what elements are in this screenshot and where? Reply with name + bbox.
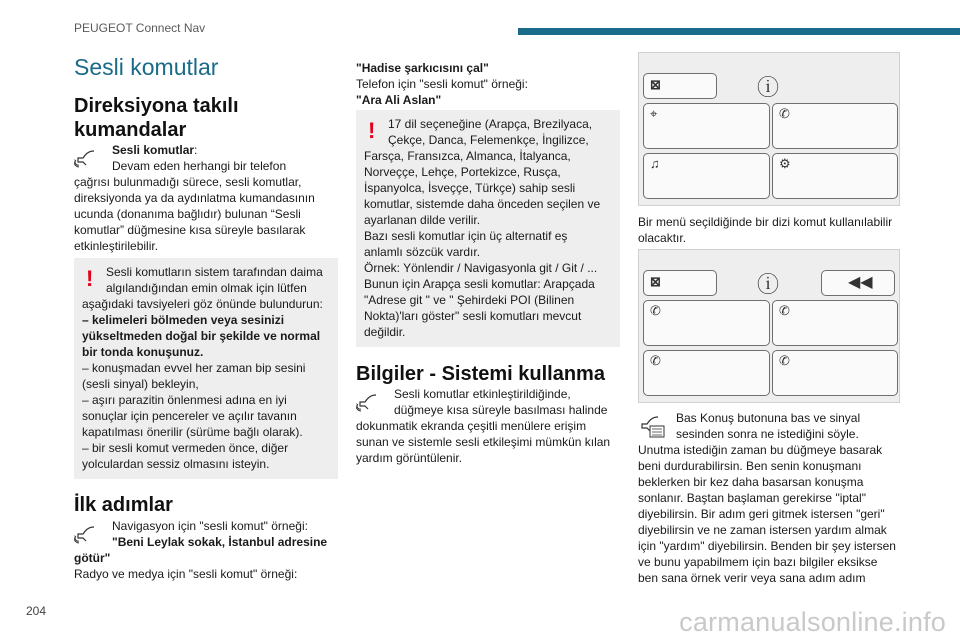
info-icon: ⓘ [757, 75, 780, 100]
phone-command-tile [772, 350, 898, 396]
talk-paragraph: Bas Konuş butonuna bas ve sinyal sesinden sonra ne istediğini söyle. Unutma istediğin zaman bu düğmeye basarak beni durdurabilirsin. Ben senin konuşmanı beklerken bir kez daha basarsan konuşma sonlanır. Baştan başlaman gerekirse "iptal" diyebilirsin. Bir adım geri gitmek istersen "geri" diyebilirsin ve ne zaman istersen yardım almak için "yardım" diyebilirsin. Benden bir şey istersen ve bunu yapabilmem için bazı bilgiler eksikse ben sana örnek verir veya sana adım adım [638, 411, 896, 585]
voice-command-icon [638, 414, 666, 438]
settings-icon: ⚙ [779, 156, 791, 171]
phone-icon: ✆ [779, 106, 790, 121]
phone-command-tile [772, 300, 898, 346]
music-icon: ♫ [650, 156, 660, 171]
exclamation-icon: ! [86, 266, 94, 291]
music-tile [643, 153, 770, 199]
section-title-steering: Direksiyona takılı kumandalar [74, 95, 239, 141]
phone-icon: ✆ [779, 303, 790, 318]
close-tile [643, 270, 717, 296]
page-title: Sesli komutlar [74, 54, 219, 80]
info-paragraph: Sesli komutlar etkinleştirildiğinde, düğmeye kısa süreyle basılması halinde dokunmatik ekranda çeşitli menülere erişim sunan ve sistemle sesli etkileşimi mümkün kılan yardım görüntülenir. [356, 387, 611, 465]
phone-icon: ✆ [779, 353, 790, 368]
language-note-box: ! 17 dil seçeneğine (Arapça, Brezilyaca, Çekçe, Danca, Felemenkçe, İngilizce, Farsça, Fransızca, Almanca, İtalyanca, Norveççe, Lehçe, Portekizce, Rusça, İspanyolca, İsveççe, Türkçe) sahip sesli komutlar, sistemde daha önceden seçilen ve ayarlanan dilde verilir. Bazı sesli komutlar için üç alternatif eş anlamlı sözcük vardır. Örnek: Yönlendir / Navigasyonla git / Git / ... Bunun için Arapça sesli komutlar: Arapçada "Adrese git " ve " Şehirdeki POI (Bilinen Nokta)'ları göster" sesli komutları mevcut değildir. [356, 110, 620, 347]
settings-tile [772, 153, 898, 199]
close-tile [643, 73, 717, 99]
voice-command-icon [356, 392, 384, 412]
voice-command-icon [74, 524, 102, 544]
rewind-icon: ◀◀ [848, 274, 873, 291]
navigation-icon: ⌖ [650, 106, 658, 121]
caption-menu: Bir menü seçildiğinde bir dizi komut kullanılabilir olacaktır. [638, 215, 893, 245]
running-header: PEUGEOT Connect Nav [74, 21, 206, 35]
examples-block: "Hadise şarkıcısını çal" Telefon için "sesli komut" örneği: "Ara Ali Aslan" [356, 61, 528, 107]
section-steering-controls [74, 94, 338, 142]
close-icon: ⊠ [650, 274, 661, 289]
exclamation-icon: ! [368, 118, 376, 143]
menu-screen-illustration [638, 52, 900, 206]
phone-tile [772, 103, 898, 149]
voice-label: Sesli komutlar [112, 143, 195, 157]
commands-screen-illustration [638, 249, 900, 403]
section-title-info: Bilgiler - Sistemi kullanma [356, 363, 605, 385]
first-steps-paragraph: Navigasyon için "sesli komut" örneği: "Beni Leylak sokak, İstanbul adresine götür" Radyo ve medya için "sesli komut" örneği: [74, 519, 328, 581]
phone-icon: ✆ [650, 303, 661, 318]
page-number: 204 [26, 604, 47, 618]
voice-commands-paragraph: Sesli komutlar: Devam eden herhangi bir telefon çağrısı bulunmadığı sürece, sesli komutlar, direksiyonda ya da aydınlatma kumandasının ucunda (donanıma bağlıdır) bulunan “Sesli komutlar” düğmesine kısa süreyle basılarak etkinleştirilebilir. [74, 143, 315, 253]
section-title-first-steps: İlk adımlar [74, 494, 173, 516]
navigation-tile [643, 103, 770, 149]
watermark: carmanualsonline.info [679, 607, 946, 637]
phone-command-tile [643, 300, 770, 346]
phone-command-tile [643, 350, 770, 396]
header-accent-bar [518, 28, 960, 35]
section-first-steps [74, 493, 338, 517]
rewind-tile [821, 270, 895, 296]
phone-icon: ✆ [650, 353, 661, 368]
warning-box: ! Sesli komutların sistem tarafından daima algılandığından emin olmak için lütfen aşağıdaki tavsiyeleri göz önünde bulundurun: – kelimeleri bölmeden veya sesinizi yükseltmeden doğal bir şekilde ve normal bir tonda konuşunuz. – konuşmadan evvel her zaman bip sesini (sesli sinyal) bekleyin, – aşırı parazitin önlenmesi adına en iyi sonuçlar için pencereler ve açılır tavanın kapatılması önerilir (sürüme bağlı olarak). – bir sesli komut vermeden önce, diğer yolculardan sessiz olmasını isteyin. [74, 258, 338, 479]
section-info-usage [356, 362, 620, 386]
voice-command-icon [74, 148, 102, 168]
close-icon: ⊠ [650, 77, 661, 92]
info-icon: ⓘ [757, 272, 780, 297]
